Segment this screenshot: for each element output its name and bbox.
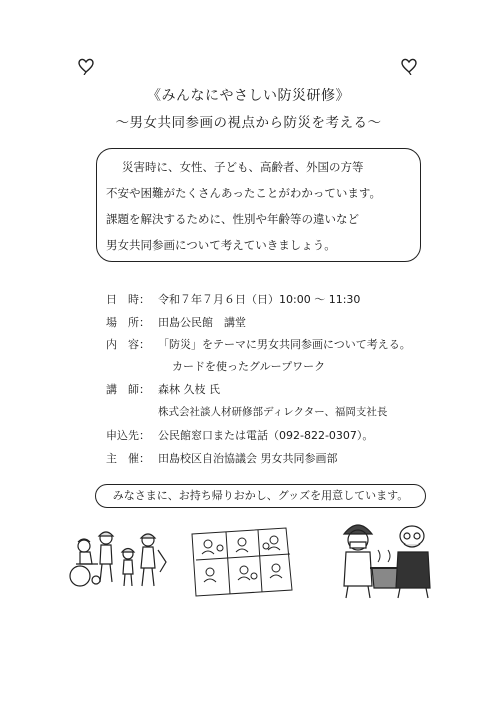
lecturer-label: 講 師： bbox=[106, 383, 150, 396]
place-label: 場 所： bbox=[106, 316, 150, 329]
intro-line-4: 男女共同参画について考えていきましょう。 bbox=[106, 238, 336, 252]
evacuation-illustration bbox=[62, 520, 174, 596]
lecturer-affiliation: 株式会社談人材研修部ディレクター、福岡支社長 bbox=[158, 406, 388, 418]
shelter-group-illustration bbox=[186, 520, 298, 600]
content-label: 内 容： bbox=[106, 338, 150, 351]
page-subtitle: ～男女共同参画の視点から防災を考える～ bbox=[115, 115, 382, 131]
date-label: 日 時： bbox=[106, 293, 150, 306]
page-title: 《みんなにやさしい防災研修》 bbox=[147, 88, 350, 104]
place-value: 田島公民館 講堂 bbox=[158, 316, 246, 329]
heart-left-icon bbox=[76, 55, 96, 75]
intro-line-2: 不安や困難がたくさんあったことがわかっています。 bbox=[106, 186, 381, 200]
lecturer-name: 森林 久枝 氏 bbox=[158, 383, 220, 396]
bottom-note: みなさまに、お持ち帰りおかし、グッズを用意しています。 bbox=[112, 489, 409, 502]
content-value-1: 「防災」をテーマに男女共同参画について考える。 bbox=[158, 338, 411, 351]
intro-line-3: 課題を解決するために、性別や年齢等の違いなど bbox=[106, 212, 359, 226]
host-value: 田島校区自治協議会 男女共同参画部 bbox=[158, 452, 338, 465]
content-value-2: カードを使ったグループワーク bbox=[172, 360, 326, 373]
apply-label: 申込先： bbox=[106, 429, 150, 442]
heart-right-icon bbox=[399, 55, 419, 75]
host-label: 主 催： bbox=[106, 452, 150, 465]
cooking-illustration bbox=[338, 512, 438, 602]
date-value: 令和７年７月６日（日）10:00 ～ 11:30 bbox=[158, 293, 361, 306]
intro-line-1: 災害時に、女性、子ども、高齢者、外国の方等 bbox=[122, 160, 364, 174]
apply-value: 公民館窓口または電話（092-822-0307）。 bbox=[158, 429, 374, 442]
